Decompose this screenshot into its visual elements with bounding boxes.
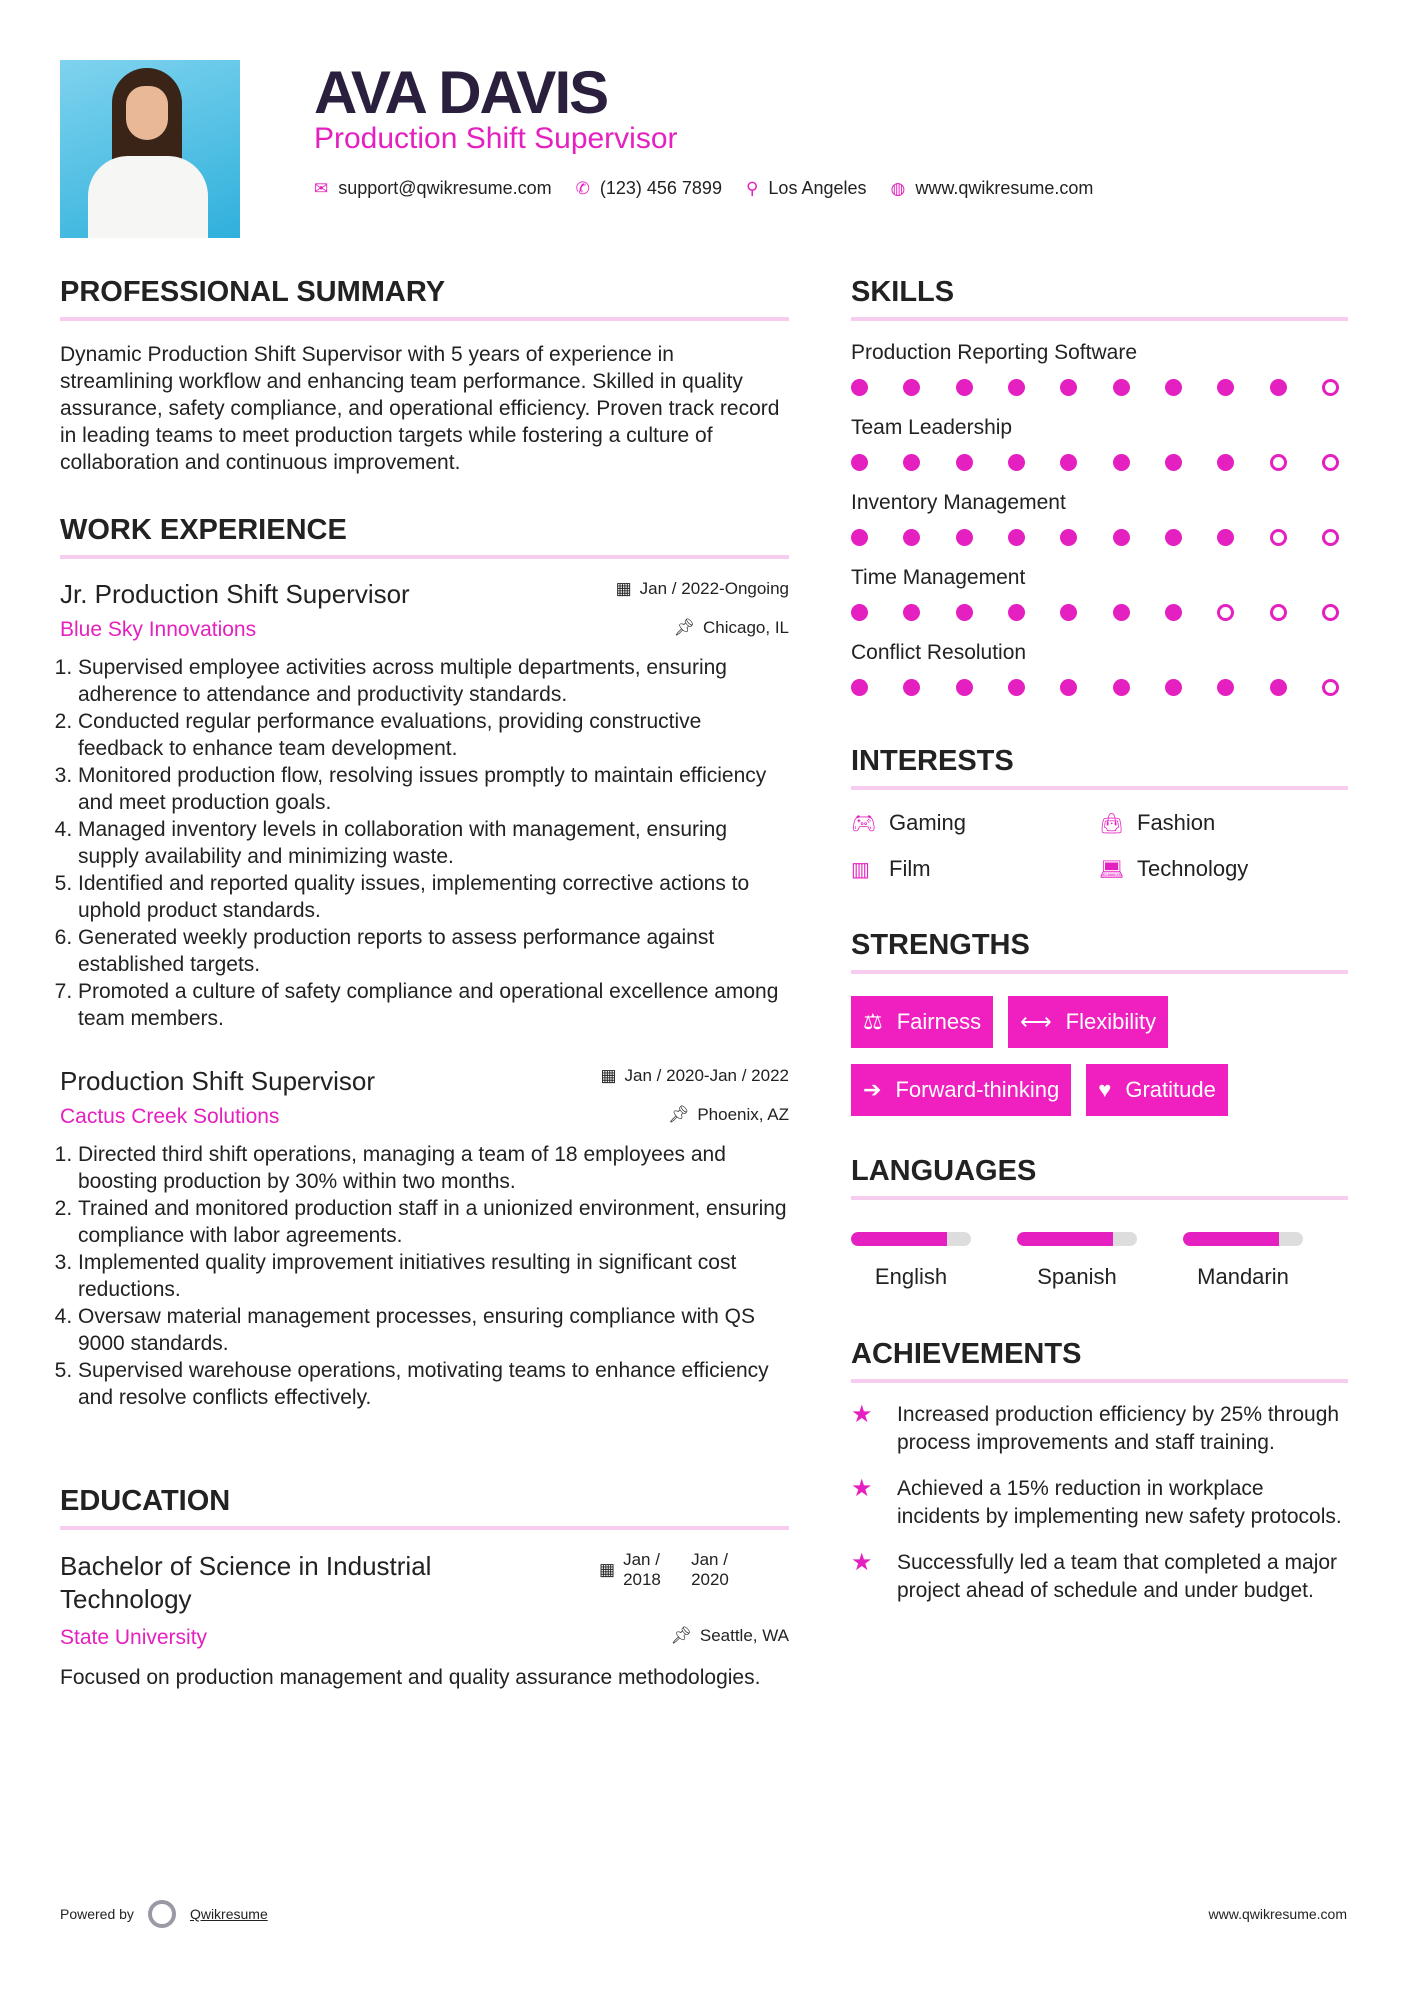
skill-dot xyxy=(956,604,973,621)
arrows-h-icon: ⟷ xyxy=(1020,1009,1052,1034)
responsibilities xyxy=(60,1141,789,1411)
skill-dot xyxy=(1217,379,1234,396)
shooting-star-icon: ★ xyxy=(851,1401,873,1428)
map-pin-icon: ⚲ xyxy=(745,178,759,198)
job-title: Jr. Production Shift Supervisor xyxy=(60,579,410,609)
strengths-section xyxy=(851,929,1348,1116)
skill-dot xyxy=(1113,679,1130,696)
skill-dot xyxy=(1008,679,1025,696)
strength-chip: ♥ Gratitude xyxy=(1086,1064,1228,1116)
bullet: 6. Generated weekly production reports to assess performance against established targets. xyxy=(78,924,789,978)
profile-photo xyxy=(60,60,240,238)
achievements-section xyxy=(851,1338,1348,1605)
skill-dot xyxy=(1165,679,1182,696)
skill-dot xyxy=(903,529,920,546)
divider xyxy=(851,970,1348,974)
bullet: 5. Supervised warehouse operations, motivating teams to enhance efficiency and resolve conflicts effectively. xyxy=(78,1357,789,1411)
laptop-icon: 💻︎ xyxy=(1099,858,1125,881)
language-item: Spanish xyxy=(1017,1232,1137,1290)
skill-dot xyxy=(956,454,973,471)
website[interactable]: www.qwikresume.com xyxy=(915,178,1094,198)
company: Blue Sky Innovations xyxy=(60,618,257,641)
experience-section xyxy=(60,514,789,1411)
skill-dot xyxy=(1270,679,1287,696)
heart-icon: ♥ xyxy=(1098,1077,1112,1102)
achievement-item: ★ Increased production efficiency by 25% through process improvements and staff training. xyxy=(851,1401,1348,1457)
skill-dot xyxy=(851,529,868,546)
location: Los Angeles xyxy=(768,178,867,198)
divider xyxy=(851,1379,1348,1383)
bullet: 5. Identified and reported quality issues, implementing corrective actions to uphold product standards. xyxy=(78,870,789,924)
powered-by-label: Powered by xyxy=(60,1906,134,1922)
language-item: English xyxy=(851,1232,971,1290)
bullet: 3. Implemented quality improvement initiatives resulting in significant cost reductions. xyxy=(78,1249,789,1303)
divider xyxy=(851,786,1348,790)
language-level-bar xyxy=(851,1232,971,1246)
skill-dot xyxy=(1060,679,1077,696)
job-entry xyxy=(60,1066,789,1411)
skill-dot xyxy=(1113,454,1130,471)
film-icon: ▥ xyxy=(851,858,870,881)
education-description: Focused on production management and quality assurance methodologies. xyxy=(60,1666,761,1689)
calendar-icon: ▦ xyxy=(600,1066,617,1085)
footer-website[interactable]: www.qwikresume.com xyxy=(1208,1906,1347,1922)
pin-icon: 📌︎ xyxy=(673,618,695,637)
candidate-title: Production Shift Supervisor xyxy=(314,122,678,155)
interest-item: 💻︎ Technology xyxy=(1099,856,1249,881)
skill-name: Inventory Management xyxy=(851,491,1066,514)
job-dates: Jan / 2022-Ongoing xyxy=(639,579,789,598)
languages-section xyxy=(851,1155,1348,1290)
skill-dot xyxy=(903,379,920,396)
skill-dot xyxy=(1113,604,1130,621)
skill-name: Conflict Resolution xyxy=(851,641,1027,664)
job-entry xyxy=(60,579,789,1032)
job-location: Chicago, IL xyxy=(703,618,789,637)
skill-dot xyxy=(1322,379,1339,396)
skill-dot xyxy=(851,679,868,696)
bullet: 1. Supervised employee activities across multiple departments, ensuring adherence to attendance and productivity standards. xyxy=(78,654,789,708)
section-heading: ACHIEVEMENTS xyxy=(851,1338,1082,1370)
interest-item: 👜︎ Fashion xyxy=(1099,810,1216,835)
skill-dot xyxy=(1165,604,1182,621)
bullet: 4. Oversaw material management processes, ensuring compliance with QS 9000 standards. xyxy=(78,1303,789,1357)
section-heading: SKILLS xyxy=(851,276,955,308)
job-dates: Jan / 2020-Jan / 2022 xyxy=(624,1066,789,1085)
footer-powered xyxy=(60,1900,268,1928)
skill-dot xyxy=(1165,529,1182,546)
candidate-name: AVA DAVIS xyxy=(314,59,608,126)
skill-rating xyxy=(851,604,1339,621)
skill-dot xyxy=(1008,604,1025,621)
contact-bar xyxy=(314,178,1093,199)
shooting-star-icon: ★ xyxy=(851,1475,873,1502)
skill-name: Time Management xyxy=(851,566,1026,589)
skill-dot xyxy=(1008,529,1025,546)
job-title: Production Shift Supervisor xyxy=(60,1066,376,1096)
calendar-icon: ▦ xyxy=(599,1560,616,1579)
section-heading: INTERESTS xyxy=(851,745,1014,777)
skill-dot xyxy=(1060,454,1077,471)
pin-icon: 📌︎ xyxy=(670,1626,692,1645)
language-item: Mandarin xyxy=(1183,1232,1303,1290)
skill-dot xyxy=(851,379,868,396)
education-location: Seattle, WA xyxy=(699,1626,789,1645)
skill-dot xyxy=(1270,529,1287,546)
divider xyxy=(60,555,789,559)
skill-dot xyxy=(1217,604,1234,621)
skill-dot xyxy=(1217,529,1234,546)
pin-icon: 📌︎ xyxy=(667,1105,690,1124)
skill-dot xyxy=(851,604,868,621)
skill-dot xyxy=(903,679,920,696)
skill-dot xyxy=(851,454,868,471)
bullet: 4. Managed inventory levels in collaboration with management, ensuring supply availability and minimizing waste. xyxy=(78,816,789,870)
skill-dot xyxy=(1165,454,1182,471)
skill-dot xyxy=(1060,529,1077,546)
language-level-bar xyxy=(1183,1232,1303,1246)
summary-text: Dynamic Production Shift Supervisor with 5 years of experience in streamlining workflow and enhancing team performance. Skilled in quality assurance, safety compliance, and operational efficiency. Proven track record in leading teams to meet production targets while fostering a culture of collaboration and continuous improvement. xyxy=(60,343,780,474)
divider xyxy=(60,1526,789,1530)
skill-dot xyxy=(1322,454,1339,471)
skill-dot xyxy=(1060,604,1077,621)
skills-section xyxy=(851,276,1348,716)
school: State University xyxy=(60,1626,208,1649)
responsibilities xyxy=(60,654,789,1032)
bullet: 1. Directed third shift operations, managing a team of 18 employees and boosting production by 30% within two months. xyxy=(78,1141,789,1195)
section-heading: EDUCATION xyxy=(60,1485,231,1517)
skill-dot xyxy=(956,679,973,696)
email[interactable]: support@qwikresume.com xyxy=(338,178,552,198)
skill-dot xyxy=(1322,679,1339,696)
skill-dot xyxy=(1270,604,1287,621)
skill-dot xyxy=(1165,379,1182,396)
strength-chip: ⚖ Fairness xyxy=(851,996,993,1048)
section-heading: WORK EXPERIENCE xyxy=(60,514,347,546)
skill-name: Team Leadership xyxy=(851,416,1013,439)
skill-dot xyxy=(1217,454,1234,471)
qwikresume-logo-icon xyxy=(148,1900,176,1928)
skill-dot xyxy=(1060,379,1077,396)
achievement-item: ★ Achieved a 15% reduction in workplace incidents by implementing new safety protocols. xyxy=(851,1475,1348,1531)
shopping-bag-icon: 👜︎ xyxy=(1099,812,1125,835)
section-heading: STRENGTHS xyxy=(851,929,1030,961)
shooting-star-icon: ★ xyxy=(851,1549,873,1576)
phone-icon: ✆ xyxy=(575,178,590,198)
skill-dot xyxy=(903,454,920,471)
interests-section xyxy=(851,745,1348,882)
language-level-bar xyxy=(1017,1232,1137,1246)
skill-dot xyxy=(1322,604,1339,621)
arrow-right-icon: ➔ xyxy=(863,1077,882,1102)
skill-rating xyxy=(851,454,1339,471)
divider xyxy=(851,317,1348,321)
bullet: 7. Promoted a culture of safety compliance and operational excellence among team members. xyxy=(78,978,789,1032)
balance-scale-icon: ⚖ xyxy=(863,1009,883,1034)
skill-dot xyxy=(1217,679,1234,696)
skill-dot xyxy=(1008,454,1025,471)
achievement-item: ★ Successfully led a team that completed a major project ahead of schedule and under budget. xyxy=(851,1549,1348,1605)
gamepad-icon: 🎮︎ xyxy=(851,812,877,835)
education-dates: ▦ Jan / 2018 Jan / 2020 xyxy=(599,1550,729,1589)
interest-item: ▥ Film xyxy=(851,856,931,881)
skill-dot xyxy=(1270,454,1287,471)
bullet: 3. Monitored production flow, resolving issues promptly to maintain efficiency and meet production goals. xyxy=(78,762,789,816)
skill-rating xyxy=(851,679,1339,696)
skill-dot xyxy=(1113,529,1130,546)
company: Cactus Creek Solutions xyxy=(60,1105,280,1128)
skill-name: Production Reporting Software xyxy=(851,341,1137,364)
skill-dot xyxy=(1008,379,1025,396)
bullet: 2. Trained and monitored production staff in a unionized environment, ensuring compliance with labor agreements. xyxy=(78,1195,789,1249)
divider xyxy=(851,1196,1348,1200)
skill-dot xyxy=(956,379,973,396)
strength-chip: ➔ Forward-thinking xyxy=(851,1064,1071,1116)
skill-dot xyxy=(1270,379,1287,396)
calendar-icon: ▦ xyxy=(615,579,632,598)
job-location: Phoenix, AZ xyxy=(697,1105,789,1124)
envelope-icon: ✉ xyxy=(314,178,329,198)
education-section xyxy=(60,1485,789,1691)
skill-dot xyxy=(956,529,973,546)
interest-item: 🎮︎ Gaming xyxy=(851,810,967,835)
section-heading: PROFESSIONAL SUMMARY xyxy=(60,276,446,308)
summary-section xyxy=(60,276,789,476)
skill-dot xyxy=(903,604,920,621)
skill-dot xyxy=(1113,379,1130,396)
degree: Bachelor of Science in Industrial Technology xyxy=(60,1551,432,1614)
skill-dot xyxy=(1322,529,1339,546)
skill-rating xyxy=(851,529,1339,546)
phone: (123) 456 7899 xyxy=(599,178,722,198)
skill-rating xyxy=(851,379,1339,396)
globe-icon: ◍ xyxy=(890,178,906,198)
strength-chip: ⟷ Flexibility xyxy=(1008,996,1168,1048)
section-heading: LANGUAGES xyxy=(851,1155,1037,1187)
divider xyxy=(60,317,789,321)
bullet: 2. Conducted regular performance evaluations, providing constructive feedback to enhance team development. xyxy=(78,708,789,762)
brand-link[interactable]: Qwikresume xyxy=(189,1906,268,1922)
